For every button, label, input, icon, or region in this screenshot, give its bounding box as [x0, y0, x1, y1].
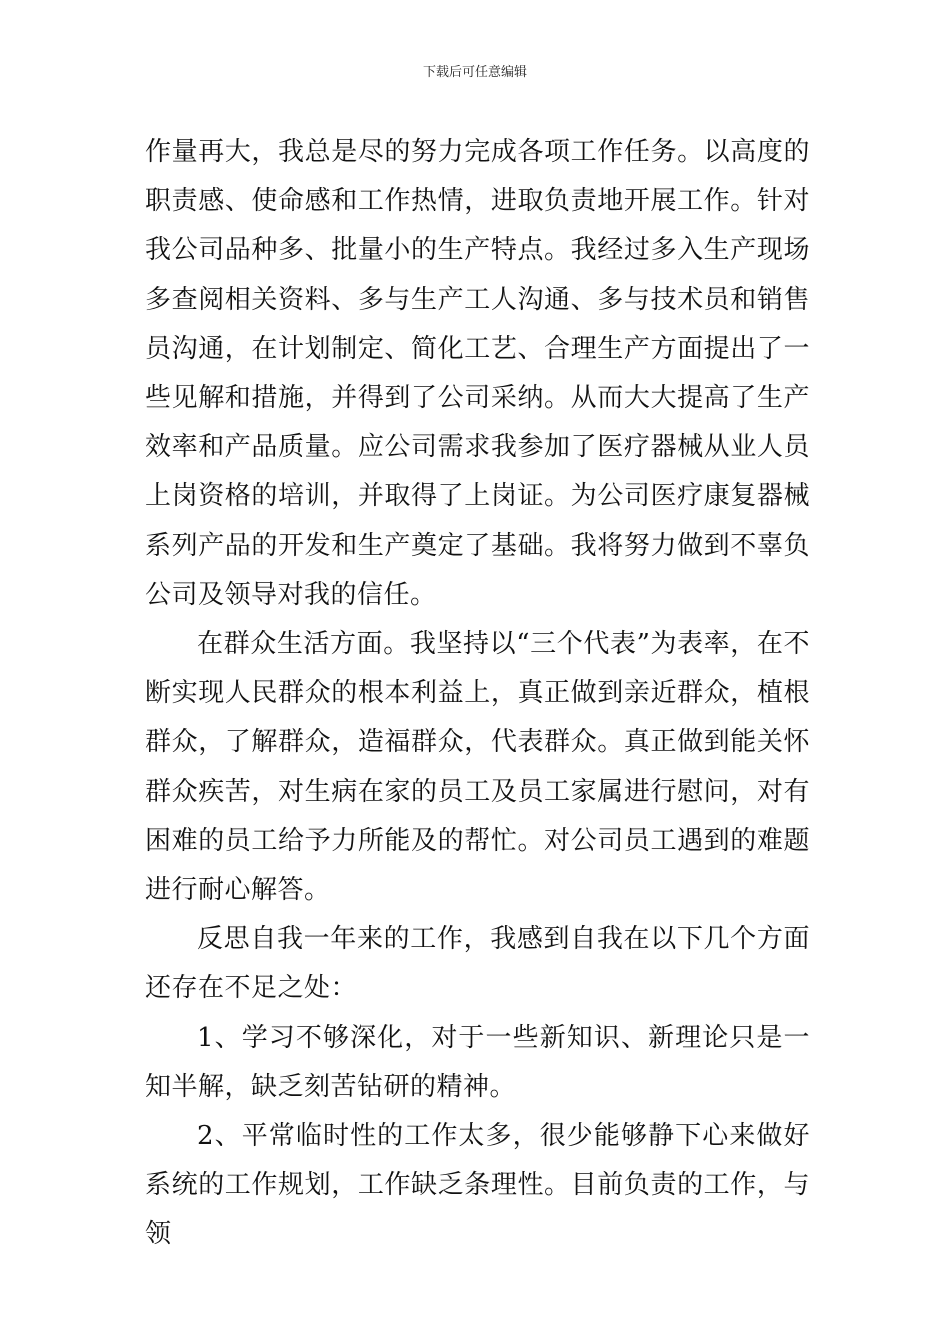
paragraph-3: 反思自我一年来的工作，我感到自我在以下几个方面还存在不足之处：: [145, 924, 810, 1004]
document-body: [145, 128, 810, 1260]
paragraph-4: 1、学习不够深化，对于一些新知识、新理论只是一知半解，缺乏刻苦钻研的精神。: [145, 1022, 810, 1102]
paragraph-2: 在群众生活方面。我坚持以“三个代表”为表率，在不断实现人民群众的根本利益上，真正做到亲近群众，植根群众，了解群众，造福群众，代表群众。真正做到能关怀群众疾苦，对生病在家的员工及员工家属进行慰问，对有困难的员工给予力所能及的帮忙。对公司员工遇到的难题进行耐心解答。: [145, 629, 810, 906]
paragraph-1: 作量再大，我总是尽的努力完成各项工作任务。以高度的职责感、使命感和工作热情，进取负责地开展工作。针对我公司品种多、批量小的生产特点。我经过多入生产现场多查阅相关资料、多与生产工人沟通、多与技术员和销售员沟通，在计划制定、简化工艺、合理生产方面提出了一些见解和措施，并得到了公司采纳。从而大大提高了生产效率和产品质量。应公司需求我参加了医疗器械从业人员上岗资格的培训，并取得了上岗证。为公司医疗康复器械系列产品的开发和生产奠定了基础。我将努力做到不辜负公司及领导对我的信任。: [145, 137, 810, 610]
paragraph-5: 2、平常临时性的工作太多，很少能够静下心来做好系统的工作规划，工作缺乏条理性。目前负责的工作，与领: [145, 1121, 810, 1250]
header-note: 下载后可任意编辑: [422, 65, 527, 80]
